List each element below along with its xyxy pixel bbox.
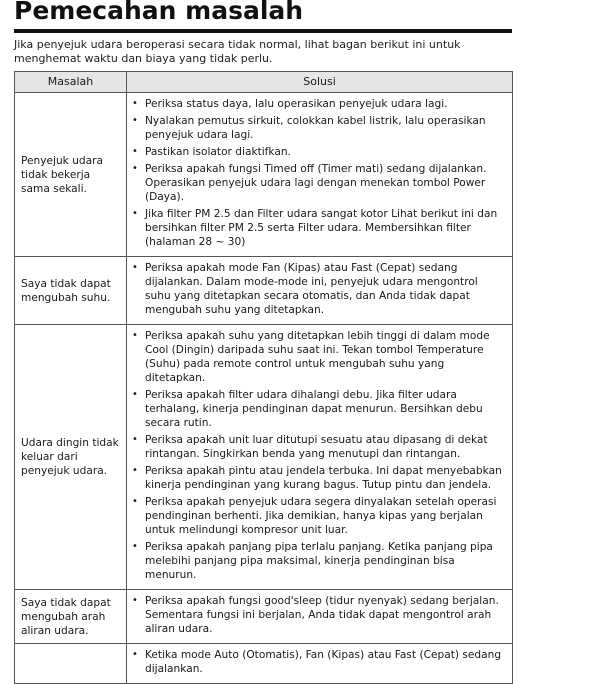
table-row (15, 644, 513, 684)
problem-cell: Udara dingin tidak keluar dari penyejuk udara. (15, 325, 127, 590)
table-header-row (15, 72, 513, 93)
header-problem: Masalah (15, 72, 127, 93)
problem-cell: Saya tidak dapat mengubah suhu. (15, 257, 127, 325)
table-row (15, 590, 513, 644)
solution-cell (127, 93, 513, 257)
solution-item: • Nyalakan pemutus sirkuit, colokkan kabel listrik, lalu operasikan penyejuk udara lagi. (131, 114, 506, 142)
table-row (15, 257, 513, 325)
solution-item: • Ketika mode Auto (Otomatis), Fan (Kipas) atau Fast (Cepat) sedang dijalankan. (131, 648, 506, 676)
solution-item: • Jika filter PM 2.5 dan Filter udara sangat kotor Lihat berikut ini dan bersihkan filter PM 2.5 serta Filter udara. Membersihkan filter (halaman 28 ~ 30) (131, 207, 506, 249)
solution-item: • Periksa apakah mode Fan (Kipas) atau Fast (Cepat) sedang dijalankan. Dalam mode-mode ini, penyejuk udara mengontrol suhu yang ditetapkan secara otomatis, dan Anda tidak dapat mengubah suhu yang ditetapkan. (131, 261, 506, 317)
solution-cell (127, 644, 513, 684)
solution-item: • Periksa apakah suhu yang ditetapkan lebih tinggi di dalam mode Cool (Dingin) daripada suhu saat ini. Tekan tombol Temperature (Suhu) pada remote control untuk mengubah suhu yang ditetapkan. (131, 329, 506, 385)
solution-cell (127, 257, 513, 325)
problem-cell (15, 644, 127, 684)
table-row (15, 93, 513, 257)
solution-item: • Periksa apakah penyejuk udara segera dinyalakan setelah operasi pendinginan berhenti. Jika demikian, hanya kipas yang berjalan untuk melindungi kompresor unit luar. (131, 495, 506, 537)
table-row (15, 325, 513, 590)
troubleshooting-table (14, 71, 513, 684)
solution-item: • Pastikan isolator diaktifkan. (131, 145, 506, 159)
page-title: Pemecahan masalah (14, 0, 304, 25)
solution-item: • Periksa apakah panjang pipa terlalu panjang. Ketika panjang pipa melebihi panjang pipa maksimal, kinerja pendinginan bisa menurun. (131, 540, 506, 582)
solution-list (131, 648, 506, 676)
solution-cell (127, 590, 513, 644)
title-underline (14, 29, 512, 33)
solution-cell (127, 325, 513, 590)
solution-item: • Periksa apakah unit luar ditutupi sesuatu atau dipasang di dekat rintangan. Singkirkan benda yang menutupi dan rintangan. (131, 433, 506, 461)
solution-list (131, 594, 506, 636)
problem-cell: Saya tidak dapat mengubah arah aliran udara. (15, 590, 127, 644)
problem-cell: Penyejuk udara tidak bekerja sama sekali. (15, 93, 127, 257)
solution-list (131, 261, 506, 317)
solution-item: • Periksa apakah fungsi good'sleep (tidur nyenyak) sedang berjalan. Sementara fungsi ini berjalan, Anda tidak dapat mengontrol arah aliran udara. (131, 594, 506, 636)
solution-item: • Periksa status daya, lalu operasikan penyejuk udara lagi. (131, 97, 506, 111)
header-solution: Solusi (127, 72, 513, 93)
solution-item: • Periksa apakah pintu atau jendela terbuka. Ini dapat menyebabkan kinerja pendinginan yang kurang bagus. Tutup pintu dan jendela. (131, 464, 506, 492)
solution-list (131, 329, 506, 582)
solution-item: • Periksa apakah fungsi Timed off (Timer mati) sedang dijalankan. Operasikan penyejuk udara lagi dengan menekan tombol Power (Daya). (131, 162, 506, 204)
solution-list (131, 97, 506, 249)
solution-item: • Periksa apakah filter udara dihalangi debu. Jika filter udara terhalang, kinerja pendinginan dapat menurun. Bersihkan debu secara rutin. (131, 388, 506, 430)
intro-text: Jika penyejuk udara beroperasi secara tidak normal, lihat bagan berikut ini untuk menghemat waktu dan biaya yang tidak perlu. (14, 38, 461, 65)
